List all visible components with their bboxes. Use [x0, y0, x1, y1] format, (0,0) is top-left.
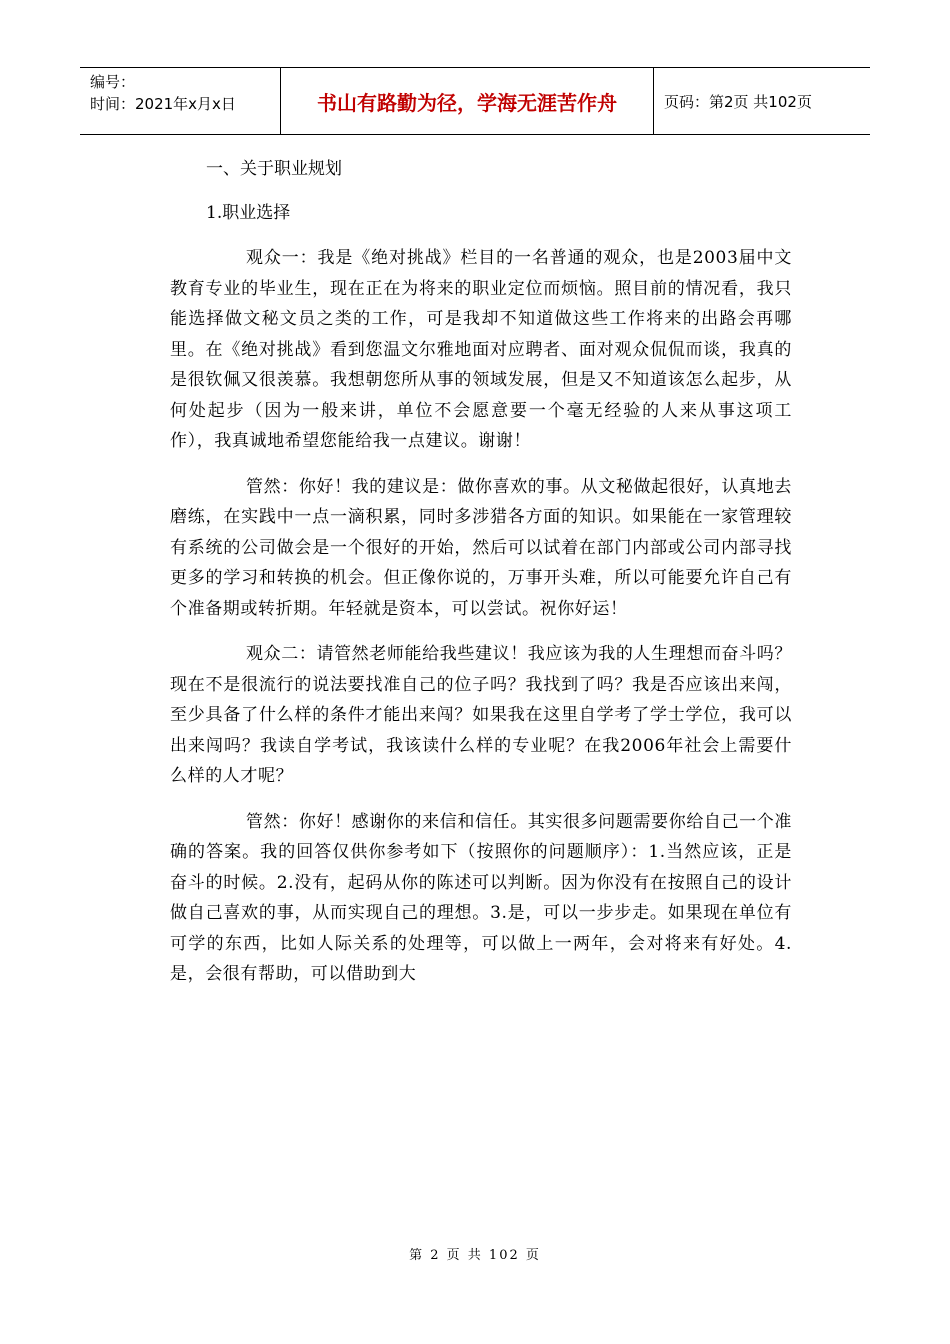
section-heading: 一、关于职业规划	[206, 159, 342, 179]
paragraph-reply-two: 管然：你好！感谢你的来信和信任。其实很多问题需要你给自己一个准确的答案。我的回答仅供你参考如下（按照你的问题顺序）：1.当然应该，正是奋斗的时候。2.没有，起码从你的陈述可以判断。因为你没有在按照自己的设计做自己喜欢的事，从而实现自己的理想。3.是，可以一步步走。如果现在单位有可学的东西，比如人际关系的处理等，可以做上一两年，会对将来有好处。4.是，会很有帮助，可以借助到大	[170, 811, 792, 984]
header-meta	[80, 68, 280, 134]
page-header	[80, 67, 870, 135]
document-body	[170, 155, 792, 1005]
page-footer: 第 2 页 共 102 页	[409, 1248, 541, 1263]
paragraph-viewer-two: 观众二：请管然老师能给我些建议！我应该为我的人生理想而奋斗吗？现在不是很流行的说法要找准自己的位子吗？我找到了吗？我是否应该出来闯，至少具备了什么样的条件才能出来闯？如果我在这里自学考了学士学位，我可以出来闯吗？我读自学考试，我该读什么样的专业呢？在我2006年社会上需要什么样的人才呢？	[170, 644, 792, 786]
document-number-label: 编号：	[90, 73, 136, 91]
paragraph-reply-one: 管然：你好！我的建议是：做你喜欢的事。从文秘做起很好，认真地去磨练，在实践中一点一滴积累，同时多涉猎各方面的知识。如果能在一家管理较有系统的公司做会是一个很好的开始，然后可以试着在部门内部或公司内部寻找更多的学习和转换的机会。但正像你说的，万事开头难，所以可能要允许自己有个准备期或转折期。年轻就是资本，可以尝试。祝你好运！	[170, 476, 792, 619]
document-date: 时间：2021年x月x日	[90, 95, 236, 113]
paragraph-viewer-one: 观众一：我是《绝对挑战》栏目的一名普通的观众，也是2003届中文教育专业的毕业生，现在正在为将来的职业定位而烦恼。照目前的情况看，我只能选择做文秘文员之类的工作，可是我却不知道做这些工作将来的出路会再哪里。在《绝对挑战》看到您温文尔雅地面对应聘者、面对观众侃侃而谈，我真的是很钦佩又很羡慕。我想朝您所从事的领域发展，但是又不知道该怎么起步，从何处起步（因为一般来讲，单位不会愿意要一个毫无经验的人来从事这项工作），我真诚地希望您能给我一点建议。谢谢！	[170, 248, 792, 451]
header-page-info: 页码：第2页 共102页	[664, 92, 812, 111]
header-motto: 书山有路勤为径，学海无涯苦作舟	[280, 68, 654, 134]
subsection-heading: 1.职业选择	[206, 203, 291, 223]
